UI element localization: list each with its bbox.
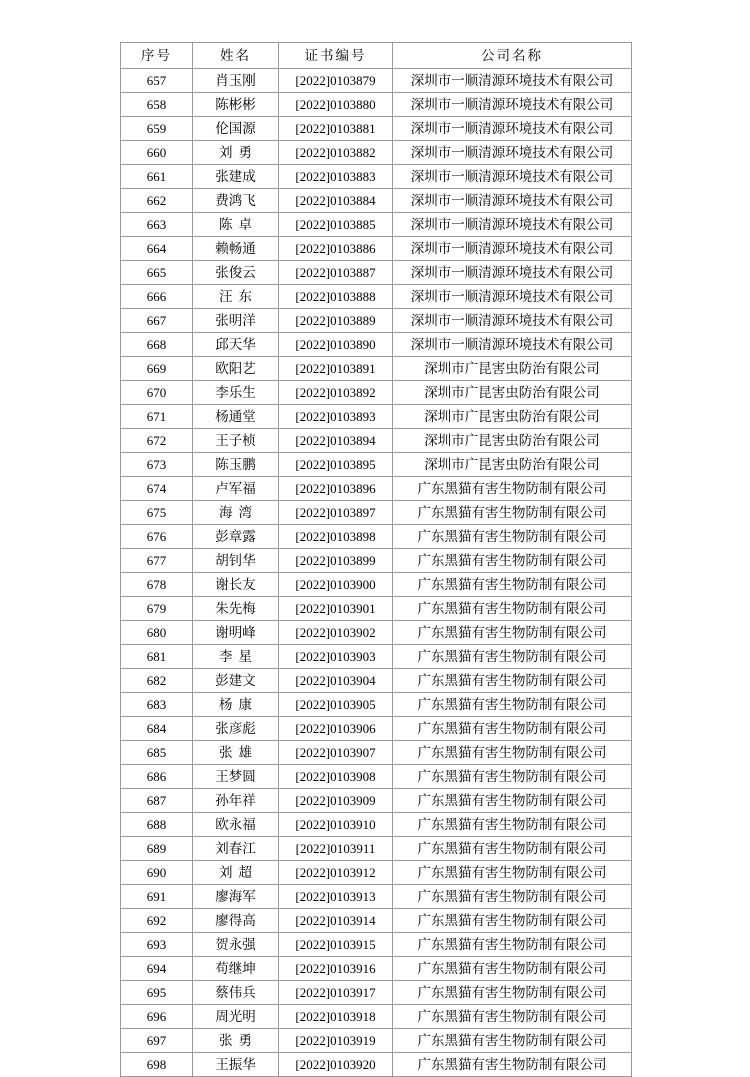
- cell-company: 广东黑猫有害生物防制有限公司: [393, 1005, 632, 1029]
- cell-company: 深圳市一顺清源环境技术有限公司: [393, 261, 632, 285]
- cell-name: 张彦彪: [193, 717, 279, 741]
- cell-name: 卢军福: [193, 477, 279, 501]
- cell-cert-no: [2022]0103880: [279, 93, 393, 117]
- cell-company: 深圳市一顺清源环境技术有限公司: [393, 237, 632, 261]
- cell-seq: 690: [121, 861, 193, 885]
- cell-cert-no: [2022]0103879: [279, 69, 393, 93]
- cell-cert-no: [2022]0103907: [279, 741, 393, 765]
- table-row: [121, 405, 632, 429]
- column-header-name: 姓名: [193, 43, 279, 69]
- cell-company: 广东黑猫有害生物防制有限公司: [393, 693, 632, 717]
- table-row: [121, 957, 632, 981]
- cell-name: 朱先梅: [193, 597, 279, 621]
- certificate-table-container: [120, 42, 631, 1077]
- cell-name: 李乐生: [193, 381, 279, 405]
- cell-seq: 665: [121, 261, 193, 285]
- cell-cert-no: [2022]0103889: [279, 309, 393, 333]
- cell-cert-no: [2022]0103905: [279, 693, 393, 717]
- cell-name: 王子桢: [193, 429, 279, 453]
- cell-name: 汪东: [193, 285, 279, 309]
- cell-seq: 674: [121, 477, 193, 501]
- cell-seq: 682: [121, 669, 193, 693]
- cell-company: 广东黑猫有害生物防制有限公司: [393, 981, 632, 1005]
- cell-seq: 689: [121, 837, 193, 861]
- table-row: [121, 501, 632, 525]
- cell-company: 广东黑猫有害生物防制有限公司: [393, 885, 632, 909]
- table-row: [121, 381, 632, 405]
- table-row: [121, 189, 632, 213]
- cell-name: 陈彬彬: [193, 93, 279, 117]
- cell-name: 张明洋: [193, 309, 279, 333]
- cell-seq: 664: [121, 237, 193, 261]
- table-row: [121, 885, 632, 909]
- cell-company: 广东黑猫有害生物防制有限公司: [393, 669, 632, 693]
- table-row: [121, 813, 632, 837]
- table-header: [121, 43, 632, 69]
- cell-name: 邱天华: [193, 333, 279, 357]
- cell-cert-no: [2022]0103914: [279, 909, 393, 933]
- cell-company: 广东黑猫有害生物防制有限公司: [393, 933, 632, 957]
- cell-seq: 697: [121, 1029, 193, 1053]
- cell-name: 张雄: [193, 741, 279, 765]
- cell-name: 伦国源: [193, 117, 279, 141]
- table-row: [121, 573, 632, 597]
- cell-cert-no: [2022]0103897: [279, 501, 393, 525]
- cell-cert-no: [2022]0103906: [279, 717, 393, 741]
- cell-cert-no: [2022]0103888: [279, 285, 393, 309]
- cell-seq: 686: [121, 765, 193, 789]
- cell-name: 王振华: [193, 1053, 279, 1077]
- table-row: [121, 861, 632, 885]
- cell-company: 深圳市一顺清源环境技术有限公司: [393, 189, 632, 213]
- cell-cert-no: [2022]0103882: [279, 141, 393, 165]
- cell-seq: 658: [121, 93, 193, 117]
- certificate-table: [120, 42, 632, 1077]
- cell-cert-no: [2022]0103886: [279, 237, 393, 261]
- cell-company: 深圳市一顺清源环境技术有限公司: [393, 165, 632, 189]
- cell-seq: 685: [121, 741, 193, 765]
- cell-company: 广东黑猫有害生物防制有限公司: [393, 909, 632, 933]
- cell-seq: 668: [121, 333, 193, 357]
- cell-cert-no: [2022]0103892: [279, 381, 393, 405]
- cell-seq: 681: [121, 645, 193, 669]
- cell-company: 广东黑猫有害生物防制有限公司: [393, 1053, 632, 1077]
- table-row: [121, 237, 632, 261]
- cell-seq: 698: [121, 1053, 193, 1077]
- cell-name: 刘勇: [193, 141, 279, 165]
- cell-cert-no: [2022]0103895: [279, 453, 393, 477]
- cell-seq: 657: [121, 69, 193, 93]
- cell-name: 周光明: [193, 1005, 279, 1029]
- table-row: [121, 525, 632, 549]
- cell-cert-no: [2022]0103915: [279, 933, 393, 957]
- cell-name: 李星: [193, 645, 279, 669]
- cell-company: 深圳市一顺清源环境技术有限公司: [393, 213, 632, 237]
- table-row: [121, 141, 632, 165]
- table-row: [121, 285, 632, 309]
- cell-cert-no: [2022]0103909: [279, 789, 393, 813]
- cell-seq: 675: [121, 501, 193, 525]
- cell-name: 谢明峰: [193, 621, 279, 645]
- cell-company: 广东黑猫有害生物防制有限公司: [393, 645, 632, 669]
- cell-seq: 693: [121, 933, 193, 957]
- cell-name: 张建成: [193, 165, 279, 189]
- cell-cert-no: [2022]0103881: [279, 117, 393, 141]
- cell-seq: 660: [121, 141, 193, 165]
- cell-seq: 659: [121, 117, 193, 141]
- cell-cert-no: [2022]0103908: [279, 765, 393, 789]
- column-header-company: 公司名称: [393, 43, 632, 69]
- cell-company: 广东黑猫有害生物防制有限公司: [393, 597, 632, 621]
- cell-cert-no: [2022]0103894: [279, 429, 393, 453]
- cell-company: 广东黑猫有害生物防制有限公司: [393, 573, 632, 597]
- cell-seq: 677: [121, 549, 193, 573]
- table-row: [121, 69, 632, 93]
- cell-cert-no: [2022]0103890: [279, 333, 393, 357]
- cell-cert-no: [2022]0103891: [279, 357, 393, 381]
- cell-seq: 670: [121, 381, 193, 405]
- cell-seq: 671: [121, 405, 193, 429]
- cell-company: 深圳市一顺清源环境技术有限公司: [393, 285, 632, 309]
- cell-company: 深圳市一顺清源环境技术有限公司: [393, 309, 632, 333]
- cell-company: 广东黑猫有害生物防制有限公司: [393, 525, 632, 549]
- cell-seq: 673: [121, 453, 193, 477]
- cell-company: 深圳市一顺清源环境技术有限公司: [393, 93, 632, 117]
- column-header-seq: 序号: [121, 43, 193, 69]
- cell-seq: 666: [121, 285, 193, 309]
- cell-company: 深圳市一顺清源环境技术有限公司: [393, 69, 632, 93]
- cell-cert-no: [2022]0103917: [279, 981, 393, 1005]
- cell-name: 苟继坤: [193, 957, 279, 981]
- cell-seq: 672: [121, 429, 193, 453]
- table-row: [121, 333, 632, 357]
- table-row: [121, 1053, 632, 1077]
- table-row: [121, 357, 632, 381]
- cell-seq: 680: [121, 621, 193, 645]
- cell-company: 广东黑猫有害生物防制有限公司: [393, 501, 632, 525]
- cell-name: 刘超: [193, 861, 279, 885]
- column-header-cert-no: 证书编号: [279, 43, 393, 69]
- cell-name: 刘春江: [193, 837, 279, 861]
- cell-cert-no: [2022]0103904: [279, 669, 393, 693]
- cell-name: 廖得高: [193, 909, 279, 933]
- cell-cert-no: [2022]0103912: [279, 861, 393, 885]
- table-row: [121, 693, 632, 717]
- cell-company: 深圳市广昆害虫防治有限公司: [393, 453, 632, 477]
- cell-company: 广东黑猫有害生物防制有限公司: [393, 837, 632, 861]
- table-row: [121, 117, 632, 141]
- table-row: [121, 309, 632, 333]
- cell-cert-no: [2022]0103899: [279, 549, 393, 573]
- table-row: [121, 165, 632, 189]
- cell-seq: 662: [121, 189, 193, 213]
- cell-cert-no: [2022]0103911: [279, 837, 393, 861]
- cell-name: 赖畅通: [193, 237, 279, 261]
- cell-cert-no: [2022]0103900: [279, 573, 393, 597]
- cell-cert-no: [2022]0103893: [279, 405, 393, 429]
- table-row: [121, 477, 632, 501]
- table-row: [121, 549, 632, 573]
- cell-cert-no: [2022]0103901: [279, 597, 393, 621]
- cell-cert-no: [2022]0103903: [279, 645, 393, 669]
- table-row: [121, 669, 632, 693]
- cell-name: 廖海军: [193, 885, 279, 909]
- cell-company: 广东黑猫有害生物防制有限公司: [393, 477, 632, 501]
- cell-seq: 696: [121, 1005, 193, 1029]
- cell-cert-no: [2022]0103883: [279, 165, 393, 189]
- cell-cert-no: [2022]0103902: [279, 621, 393, 645]
- table-row: [121, 909, 632, 933]
- cell-company: 深圳市一顺清源环境技术有限公司: [393, 117, 632, 141]
- cell-cert-no: [2022]0103910: [279, 813, 393, 837]
- cell-cert-no: [2022]0103920: [279, 1053, 393, 1077]
- cell-company: 广东黑猫有害生物防制有限公司: [393, 765, 632, 789]
- cell-cert-no: [2022]0103916: [279, 957, 393, 981]
- cell-name: 蔡伟兵: [193, 981, 279, 1005]
- table-row: [121, 789, 632, 813]
- cell-company: 广东黑猫有害生物防制有限公司: [393, 621, 632, 645]
- cell-company: 广东黑猫有害生物防制有限公司: [393, 717, 632, 741]
- cell-company: 深圳市广昆害虫防治有限公司: [393, 405, 632, 429]
- table-row: [121, 741, 632, 765]
- table-row: [121, 597, 632, 621]
- cell-cert-no: [2022]0103884: [279, 189, 393, 213]
- cell-seq: 669: [121, 357, 193, 381]
- cell-company: 广东黑猫有害生物防制有限公司: [393, 789, 632, 813]
- cell-name: 陈卓: [193, 213, 279, 237]
- cell-name: 欧阳艺: [193, 357, 279, 381]
- cell-name: 陈玉鹏: [193, 453, 279, 477]
- cell-company: 广东黑猫有害生物防制有限公司: [393, 549, 632, 573]
- cell-company: 深圳市一顺清源环境技术有限公司: [393, 333, 632, 357]
- cell-seq: 687: [121, 789, 193, 813]
- table-row: [121, 717, 632, 741]
- cell-name: 谢长友: [193, 573, 279, 597]
- table-row: [121, 1005, 632, 1029]
- table-row: [121, 93, 632, 117]
- table-row: [121, 213, 632, 237]
- cell-name: 彭章露: [193, 525, 279, 549]
- cell-name: 贺永强: [193, 933, 279, 957]
- table-row: [121, 981, 632, 1005]
- cell-name: 海湾: [193, 501, 279, 525]
- cell-name: 杨通堂: [193, 405, 279, 429]
- cell-name: 欧永福: [193, 813, 279, 837]
- table-body: [121, 69, 632, 1077]
- table-row: [121, 837, 632, 861]
- cell-seq: 678: [121, 573, 193, 597]
- table-row: [121, 1029, 632, 1053]
- cell-company: 广东黑猫有害生物防制有限公司: [393, 957, 632, 981]
- cell-seq: 688: [121, 813, 193, 837]
- table-row: [121, 645, 632, 669]
- cell-company: 广东黑猫有害生物防制有限公司: [393, 861, 632, 885]
- cell-seq: 692: [121, 909, 193, 933]
- cell-cert-no: [2022]0103885: [279, 213, 393, 237]
- cell-seq: 683: [121, 693, 193, 717]
- cell-seq: 667: [121, 309, 193, 333]
- cell-company: 广东黑猫有害生物防制有限公司: [393, 1029, 632, 1053]
- cell-company: 广东黑猫有害生物防制有限公司: [393, 813, 632, 837]
- table-row: [121, 429, 632, 453]
- cell-cert-no: [2022]0103898: [279, 525, 393, 549]
- cell-company: 深圳市广昆害虫防治有限公司: [393, 357, 632, 381]
- cell-name: 孙年祥: [193, 789, 279, 813]
- cell-name: 张勇: [193, 1029, 279, 1053]
- cell-company: 深圳市一顺清源环境技术有限公司: [393, 141, 632, 165]
- cell-seq: 684: [121, 717, 193, 741]
- table-row: [121, 765, 632, 789]
- cell-cert-no: [2022]0103913: [279, 885, 393, 909]
- cell-seq: 679: [121, 597, 193, 621]
- table-row: [121, 453, 632, 477]
- table-row: [121, 933, 632, 957]
- table-row: [121, 261, 632, 285]
- cell-cert-no: [2022]0103887: [279, 261, 393, 285]
- cell-name: 费鸿飞: [193, 189, 279, 213]
- table-header-row: [121, 43, 632, 69]
- cell-cert-no: [2022]0103896: [279, 477, 393, 501]
- cell-seq: 694: [121, 957, 193, 981]
- cell-name: 王梦圆: [193, 765, 279, 789]
- cell-cert-no: [2022]0103918: [279, 1005, 393, 1029]
- cell-seq: 663: [121, 213, 193, 237]
- cell-company: 广东黑猫有害生物防制有限公司: [393, 741, 632, 765]
- cell-seq: 691: [121, 885, 193, 909]
- cell-seq: 695: [121, 981, 193, 1005]
- cell-seq: 676: [121, 525, 193, 549]
- cell-name: 彭建文: [193, 669, 279, 693]
- cell-company: 深圳市广昆害虫防治有限公司: [393, 381, 632, 405]
- cell-name: 胡钊华: [193, 549, 279, 573]
- cell-name: 肖玉刚: [193, 69, 279, 93]
- cell-seq: 661: [121, 165, 193, 189]
- table-row: [121, 621, 632, 645]
- cell-cert-no: [2022]0103919: [279, 1029, 393, 1053]
- cell-name: 张俊云: [193, 261, 279, 285]
- cell-name: 杨康: [193, 693, 279, 717]
- cell-company: 深圳市广昆害虫防治有限公司: [393, 429, 632, 453]
